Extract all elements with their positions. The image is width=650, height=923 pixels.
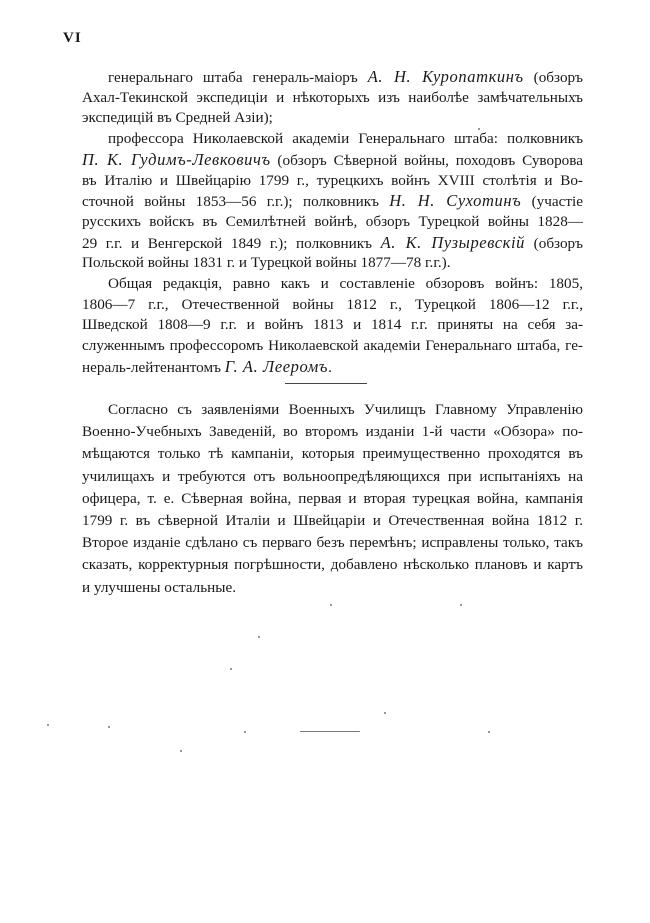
text-line bbox=[82, 337, 583, 355]
text-segment: профессора Николаевской академіи Генеральнаго штаба: полковникъ bbox=[108, 130, 583, 148]
text-line bbox=[108, 68, 583, 87]
text-line bbox=[82, 556, 583, 574]
scan-speck bbox=[230, 668, 232, 670]
text-line bbox=[82, 490, 583, 508]
text-line bbox=[82, 468, 583, 486]
text-segment: экспедицій въ Средней Азіи); bbox=[82, 109, 273, 127]
text-line bbox=[82, 445, 583, 463]
scan-speck bbox=[478, 128, 480, 130]
text-segment: русскихъ войскъ въ Семилѣтней войнѣ, обзоръ Турецкой войны 1828— bbox=[82, 212, 583, 230]
text-segment: въ Италію и Швейцарію 1799 г., турецкихъ войнъ XVIII столѣтія и Во- bbox=[82, 171, 583, 189]
text-segment: училищахъ и требуются отъ вольноопредѣляющихся при испытаніяхъ на bbox=[82, 467, 583, 485]
scan-speck bbox=[384, 712, 386, 714]
text-line bbox=[82, 423, 583, 441]
text-segment: и улучшены остальные. bbox=[82, 578, 237, 596]
text-segment: офицера, т. е. Сѣверная война, первая и вторая турецкая война, кампанія bbox=[82, 489, 583, 507]
text-line bbox=[82, 213, 583, 231]
scan-speck bbox=[47, 724, 49, 726]
scan-speck bbox=[108, 726, 110, 728]
person-name: ъ bbox=[318, 356, 329, 376]
text-segment: (обзоръ Сѣверной войны, походовъ Суворова bbox=[270, 151, 583, 169]
text-segment: Военно-Учебныхъ Заведеній, во второмъ изданіи 1-й части «Обзора» по- bbox=[82, 423, 583, 441]
text-line bbox=[82, 579, 583, 597]
person-name: Н. Н. Сухотинъ bbox=[389, 191, 522, 211]
person-name: П. К. Гудимъ-Левковичъ bbox=[82, 149, 271, 169]
text-line bbox=[108, 275, 583, 293]
text-segment: Второе изданіе сдѣлано съ перваго безъ перемѣнъ; исправлены только, такъ bbox=[82, 534, 583, 552]
text-line bbox=[82, 296, 583, 314]
text-segment: 1806—7 г.г., Отечественной войны 1812 г., Турецкой 1806—12 г.г., bbox=[82, 295, 583, 313]
text-line bbox=[108, 401, 583, 419]
scan-speck bbox=[460, 604, 462, 606]
text-segment: 1799 г. въ сѣверной Италіи и Швейцаріи и Отечественная война 1812 г. bbox=[82, 512, 583, 529]
text-segment: (обзоръ bbox=[525, 234, 583, 252]
text-segment: 29 г.г. и Венгерской 1849 г.); полковникъ bbox=[82, 234, 381, 252]
text-line bbox=[82, 89, 583, 107]
text-line bbox=[82, 151, 583, 170]
text-segment: мѣщаются только тѣ кампаніи, которыя преимущественно проходятся въ bbox=[82, 445, 583, 463]
text-line bbox=[82, 254, 583, 272]
person-name: А. Н. Куропаткинъ bbox=[367, 67, 524, 86]
text-segment: Согласно съ заявленіями Военныхъ Училищъ Главному Управленію bbox=[108, 401, 583, 418]
text-segment: (участіе bbox=[521, 193, 583, 211]
text-line bbox=[82, 172, 583, 190]
text-segment: Польской войны 1831 г. и Турецкой войны 1877—78 г.г.). bbox=[82, 254, 451, 272]
section-divider bbox=[285, 383, 367, 384]
text-segment: . bbox=[328, 358, 332, 376]
text-segment: Ахал-Текинской экспедиціи и нѣкоторыхъ изъ наиболѣе замѣчательныхъ bbox=[82, 88, 583, 106]
text-segment: нераль-лейтенантомъ bbox=[82, 358, 225, 376]
person-name: А. К. Пузыревскій bbox=[380, 232, 526, 252]
person-name: Г. А. Леером bbox=[224, 356, 319, 376]
text-segment: Общая редакція, равно какъ и составленіе обзоровъ войнъ: 1805, bbox=[108, 275, 583, 292]
scan-speck bbox=[330, 604, 332, 606]
text-segment: сказать, корректурныя погрѣшности, добавлено нѣсколько плановъ и картъ bbox=[82, 556, 583, 574]
text-segment: генеральнаго штаба генераль-маіоръ bbox=[108, 69, 368, 86]
text-segment: Шведской 1808—9 г.г. и войнъ 1813 и 1814 г.г. приняты на себя за- bbox=[82, 316, 583, 334]
scan-speck bbox=[180, 750, 182, 752]
text-line bbox=[82, 358, 583, 377]
text-line bbox=[82, 234, 583, 253]
scan-speck bbox=[258, 636, 260, 638]
text-line bbox=[82, 512, 583, 530]
text-line bbox=[82, 109, 583, 127]
text-line bbox=[82, 192, 583, 211]
text-line bbox=[108, 130, 583, 148]
scan-speck bbox=[244, 731, 246, 733]
scan-speck bbox=[300, 731, 360, 732]
page-number: VI bbox=[63, 30, 82, 46]
text-line bbox=[82, 534, 583, 552]
text-line bbox=[82, 316, 583, 334]
text-segment: сточной войны 1853—56 г.г.); полковникъ bbox=[82, 193, 390, 211]
text-segment: (обзоръ bbox=[523, 69, 583, 86]
scan-speck bbox=[488, 731, 490, 733]
text-segment: служеннымъ профессоромъ Николаевской академіи Генеральнаго штаба, ге- bbox=[82, 337, 583, 355]
